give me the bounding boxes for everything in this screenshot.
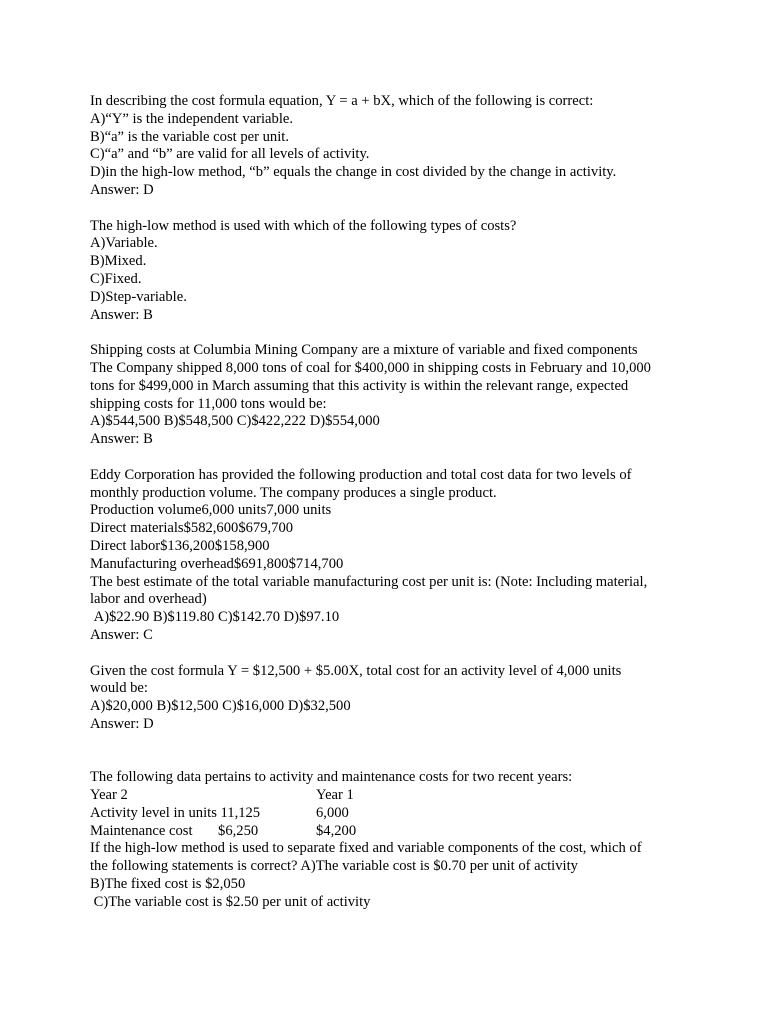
option-d: D)Step-variable. — [90, 288, 187, 305]
option-a: A)Variable. — [90, 235, 158, 252]
answer: Answer: D — [90, 715, 154, 732]
document-page — [90, 93, 750, 929]
option-b: B)“a” is the variable cost per unit. — [90, 128, 289, 145]
answer: Answer: C — [90, 626, 153, 643]
option-b: B)The fixed cost is $2,050 — [90, 876, 246, 893]
question-4 — [90, 467, 750, 645]
table-cell: Year 2 — [90, 787, 128, 804]
table-cell: Maintenance cost $6,250 — [90, 822, 259, 839]
question-text: tons for $499,000 in March assuming that this activity is within the relevant range, expected — [90, 377, 629, 394]
option-d: D)in the high-low method, “b” equals the change in cost divided by the change in activity. — [90, 164, 617, 181]
question-text: If the high-low method is used to separate fixed and variable components of the cost, which of — [90, 840, 642, 857]
table-cell: Activity level in units 11,125 — [90, 804, 261, 821]
table-cell: $4,200 — [316, 822, 357, 839]
question-text: Eddy Corporation has provided the following production and total cost data for two levels of — [90, 466, 632, 483]
question-text: The best estimate of the total variable manufacturing cost per unit is: (Note: Including material, — [90, 573, 648, 590]
question-3 — [90, 342, 750, 449]
option-b: B)Mixed. — [90, 253, 147, 270]
question-1 — [90, 93, 750, 200]
answer: Answer: B — [90, 431, 153, 448]
question-text: In describing the cost formula equation, Y = a + bX, which of the following is correct: — [90, 93, 594, 109]
option-c: C)The variable cost is $2.50 per unit of activity — [90, 893, 371, 910]
option-c: C)“a” and “b” are valid for all levels of activity. — [90, 146, 370, 163]
question-text: labor and overhead) — [90, 591, 207, 608]
table-row — [90, 805, 750, 823]
table-cell: Year 1 — [316, 787, 354, 804]
question-text: shipping costs for 11,000 tons would be: — [90, 395, 327, 412]
data-row: Manufacturing overhead$691,800$714,700 — [90, 555, 344, 572]
table-row — [90, 823, 750, 841]
question-text: Given the cost formula Y = $12,500 + $5.00X, total cost for an activity level of 4,000 units — [90, 662, 622, 679]
table-cell: 6,000 — [316, 804, 349, 821]
data-row: Direct labor$136,200$158,900 — [90, 537, 270, 554]
data-row: Production volume6,000 units7,000 units — [90, 502, 332, 519]
options-line: A)$544,500 B)$548,500 C)$422,222 D)$554,000 — [90, 413, 380, 430]
options-line: A)$22.90 B)$119.80 C)$142.70 D)$97.10 — [90, 609, 340, 626]
question-2 — [90, 218, 750, 325]
option-c: C)Fixed. — [90, 270, 142, 287]
table-row — [90, 787, 750, 805]
question-6 — [90, 769, 750, 911]
answer: Answer: D — [90, 181, 154, 198]
question-text: would be: — [90, 680, 148, 697]
question-text: monthly production volume. The company produces a single product. — [90, 484, 497, 501]
question-5 — [90, 663, 750, 734]
options-line: A)$20,000 B)$12,500 C)$16,000 D)$32,500 — [90, 698, 351, 715]
question-text: Shipping costs at Columbia Mining Company are a mixture of variable and fixed components — [90, 342, 638, 359]
answer: Answer: B — [90, 306, 153, 323]
question-text: The Company shipped 8,000 tons of coal for $400,000 in shipping costs in February and 10,000 — [90, 359, 651, 376]
question-text: The high-low method is used with which of the following types of costs? — [90, 217, 517, 234]
data-row: Direct materials$582,600$679,700 — [90, 520, 294, 537]
question-text: the following statements is correct? A)The variable cost is $0.70 per unit of activity — [90, 858, 578, 875]
question-text: The following data pertains to activity and maintenance costs for two recent years: — [90, 769, 573, 786]
option-a: A)“Y” is the independent variable. — [90, 110, 294, 127]
